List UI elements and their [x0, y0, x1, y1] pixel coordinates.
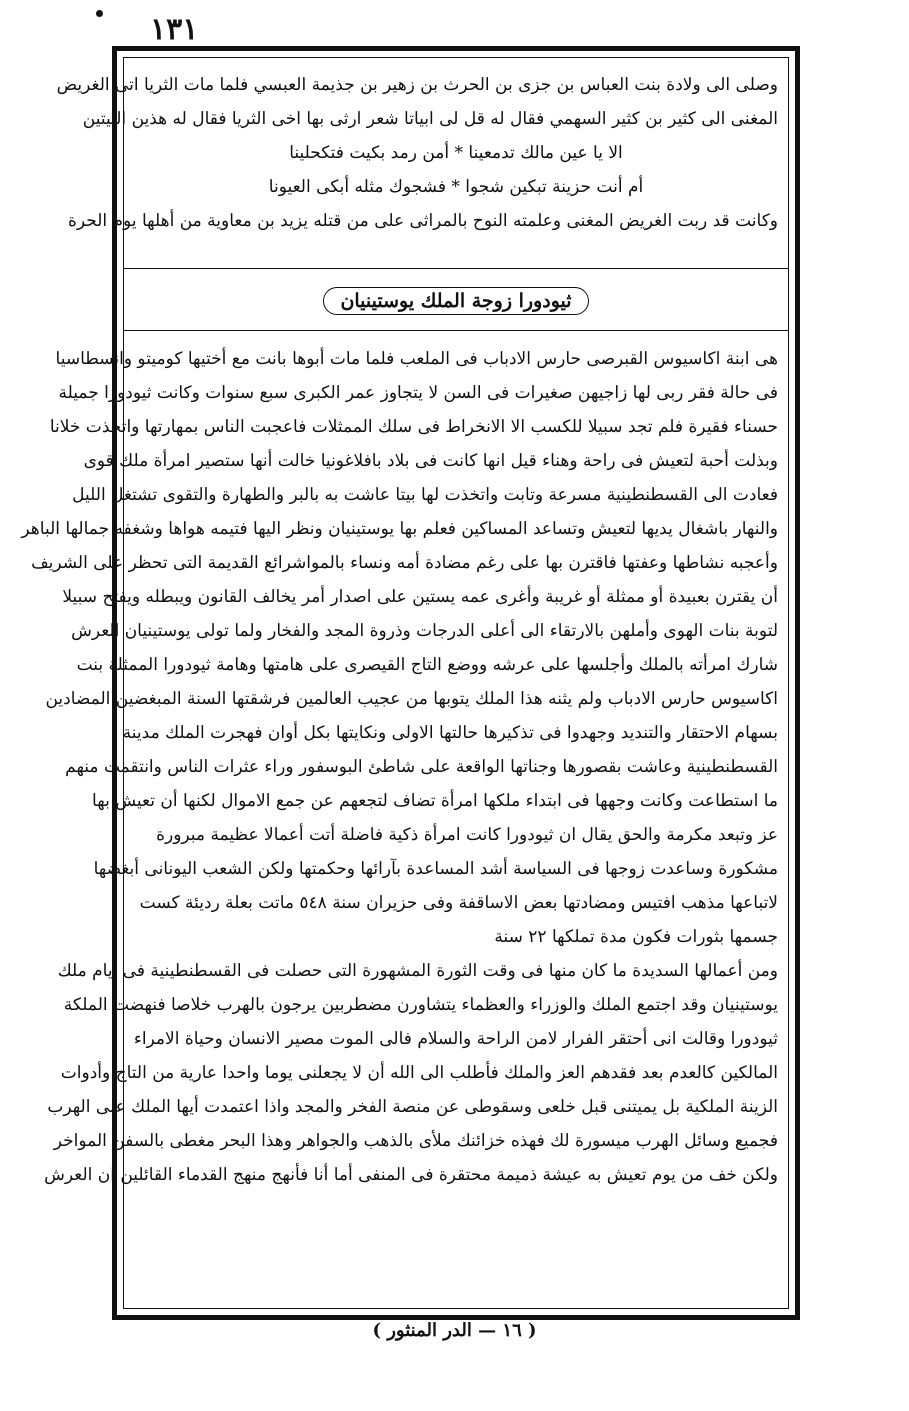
body-line: ولكن خف من يوم تعيش به عيشة ذميمة محتقرة فى المنفى أما أنا فأنهج منهج القدماء القائلين ان العرش: [44, 1165, 778, 1185]
verse-line: الا يا عين مالك تدمعينا * أمن رمد بكيت فتكحلينا: [289, 143, 623, 163]
intro-line: المغنى الى كثير بن كثير السهمي فقال له قل لى ابياتا شعر ارثى بها اخى الثريا فقال له هذين البيتين: [82, 109, 778, 129]
body-line: عز وتبعد مكرمة والحق يقال ان ثيودورا كانت امرأة ذكية فاضلة أتت أعمالا عظيمة مبرورة: [156, 825, 778, 845]
body-line: ومن أعمالها السديدة ما كان منها فى وقت الثورة المشهورة التى حصلت فى القسطنطينية فى أيام ملك: [57, 961, 778, 981]
verse-line: أم أنت حزينة تبكين شجوا * فشجوك مثله أبكى العيونا: [268, 177, 644, 197]
body-line: والنهار باشغال يديها لتعيش وتساعد المساكين فعلم بها يوستينيان ونظر اليها فتيمه هواها وشغفه جمالها الباهر: [21, 519, 778, 539]
section-title-text: ثيودورا زوجة الملك يوستينيان: [323, 287, 588, 315]
body-line: وأعجبه نشاطها وعفتها فاقترن بها على رغم مضادة أمه ونساء بالمواشرائع القديمة التى تحظر على الشريف: [31, 553, 778, 573]
section-title: [124, 290, 788, 312]
page-number: ١٣١: [150, 12, 199, 47]
section-divider-bottom: [124, 330, 788, 331]
body-line: القسطنطينية وعاشت بقصورها وجناتها الواقعة على شاطئ البوسفور وراء عثرات الناس وانتقمت منهم: [65, 757, 778, 777]
section-divider-top: [124, 268, 788, 269]
body-line: أن يقترن بعبيدة أو ممثلة أو غريبة وأغرى عمه يستين على اصدار أمر يخالف القانون ويبطله ويفتح سبيلا: [62, 587, 778, 607]
body-line: شارك امرأته بالملك وأجلسها على عرشه ووضع التاج القيصرى على هامتها وهامة ثيودورا الممثلة بنت: [76, 655, 778, 675]
body-section: [21, 342, 778, 1192]
body-line: لاتباعها مذهب افتيس ومضادتها بعض الاساقفة وفى حزيران سنة ٥٤٨ ماتت بعلة رديئة كست: [139, 893, 778, 913]
page-frame-inner: [21, 57, 789, 1309]
body-line: اكاسيوس حارس الادباب ولم يثنه هذا الملك يتوبها من عجيب العالمين فرشقتها السنة المبغضين المضادين: [45, 689, 778, 709]
body-line: يوستينيان وقد اجتمع الملك والوزراء والعظماء يتشاورن مضطربين يرجون بالهرب خلاصا فنهضت الملكة: [63, 995, 778, 1015]
body-line: هى ابنة اكاسيوس القبرصى حارس الادباب فى الملعب فلما مات أبوها بانت مع أختيها كوميتو وانسطاسيا: [55, 349, 778, 369]
body-line: بسهام الاحتقار والتنديد وجهدوا فى تذكيرها حالتها الاولى ونكايتها بكل أوان فهجرت الملك مدينة: [122, 723, 778, 743]
body-line: المالكين كالعدم بعد فقدهم العز والملك فأطلب الى الله أن لا يجعلنى يوما واحدا عارية من التاج وأدوات: [60, 1063, 778, 1083]
intro-section: [56, 68, 778, 238]
body-line: مشكورة وساعدت زوجها فى السياسة أشد المساعدة بآرائها وحكمتها ولكن الشعب اليونانى أبغضها: [93, 859, 778, 879]
body-line: فعادت الى القسطنطينية مسرعة وتابت واتخذت لها بيتا عاشت به بالبر والطهارة والتقوى تشتغل الليل: [72, 485, 778, 505]
ink-dot: [96, 10, 103, 17]
footer-caption: ( ١٦ — الدر المنثور ): [372, 1320, 537, 1341]
intro-closing-line: وكانت قد ربت الغريض المغنى وعلمته النوح بالمراثى على من قتله يزيد بن معاوية من أهلها يوم الحرة: [67, 211, 778, 231]
body-line: فى حالة فقر ربى لها زاجيهن صغيرات فى السن لا يتجاوز عمر الكبرى سبع سنوات وكانت ثيودورا جميلة: [58, 383, 778, 403]
intro-line: وصلى الى ولادة بنت العباس بن جزى بن الحرث بن زهير بن جذيمة العبسي فلما مات الثريا اتى الغريض: [56, 75, 778, 95]
body-line: ثيودورا وقالت انى أحتقر الفرار لامن الراحة والسلام فالى الموت مصير الانسان وحياة الامراء: [133, 1029, 778, 1049]
body-line: وبذلت أحبة لتعيش فى راحة وهناء قيل انها كانت فى بلاد بافلاغونيا خالت أنها ستصير امرأة ملك قوى: [83, 451, 778, 471]
body-line: الزينة الملكية بل يميتنى قبل خلعى وسقوطى عن منصة الفخر والمجد واذا اعتمدت أيها الملك على الهرب: [47, 1097, 778, 1117]
body-line: ما استطاعت وكانت وجهها فى ابتداء ملكها امرأة تضاف لتجعهم عن جمع الاموال لكنها أن تعيش بها: [92, 791, 778, 811]
body-line: فجميع وسائل الهرب ميسورة لك فهذه خزائنك ملأى بالذهب والجواهر وهذا البحر مغطى بالسفن المواخر: [53, 1131, 778, 1151]
body-line: حسناء فقيرة فلم تجد سبيلا للكسب الا الانخراط فى سلك الممثلات فاعجبت الناس بمهارتها واتخذت خلانا: [49, 417, 778, 437]
page-frame: [21, 46, 800, 1320]
body-line: جسمها بثورات فكون مدة تملكها ٢٢ سنة: [494, 927, 778, 947]
body-line: لتوبة بنات الهوى وأملهن بالارتقاء الى أعلى الدرجات وذروة المجد والفخار ولما تولى يوستينيان العرش: [71, 621, 778, 641]
